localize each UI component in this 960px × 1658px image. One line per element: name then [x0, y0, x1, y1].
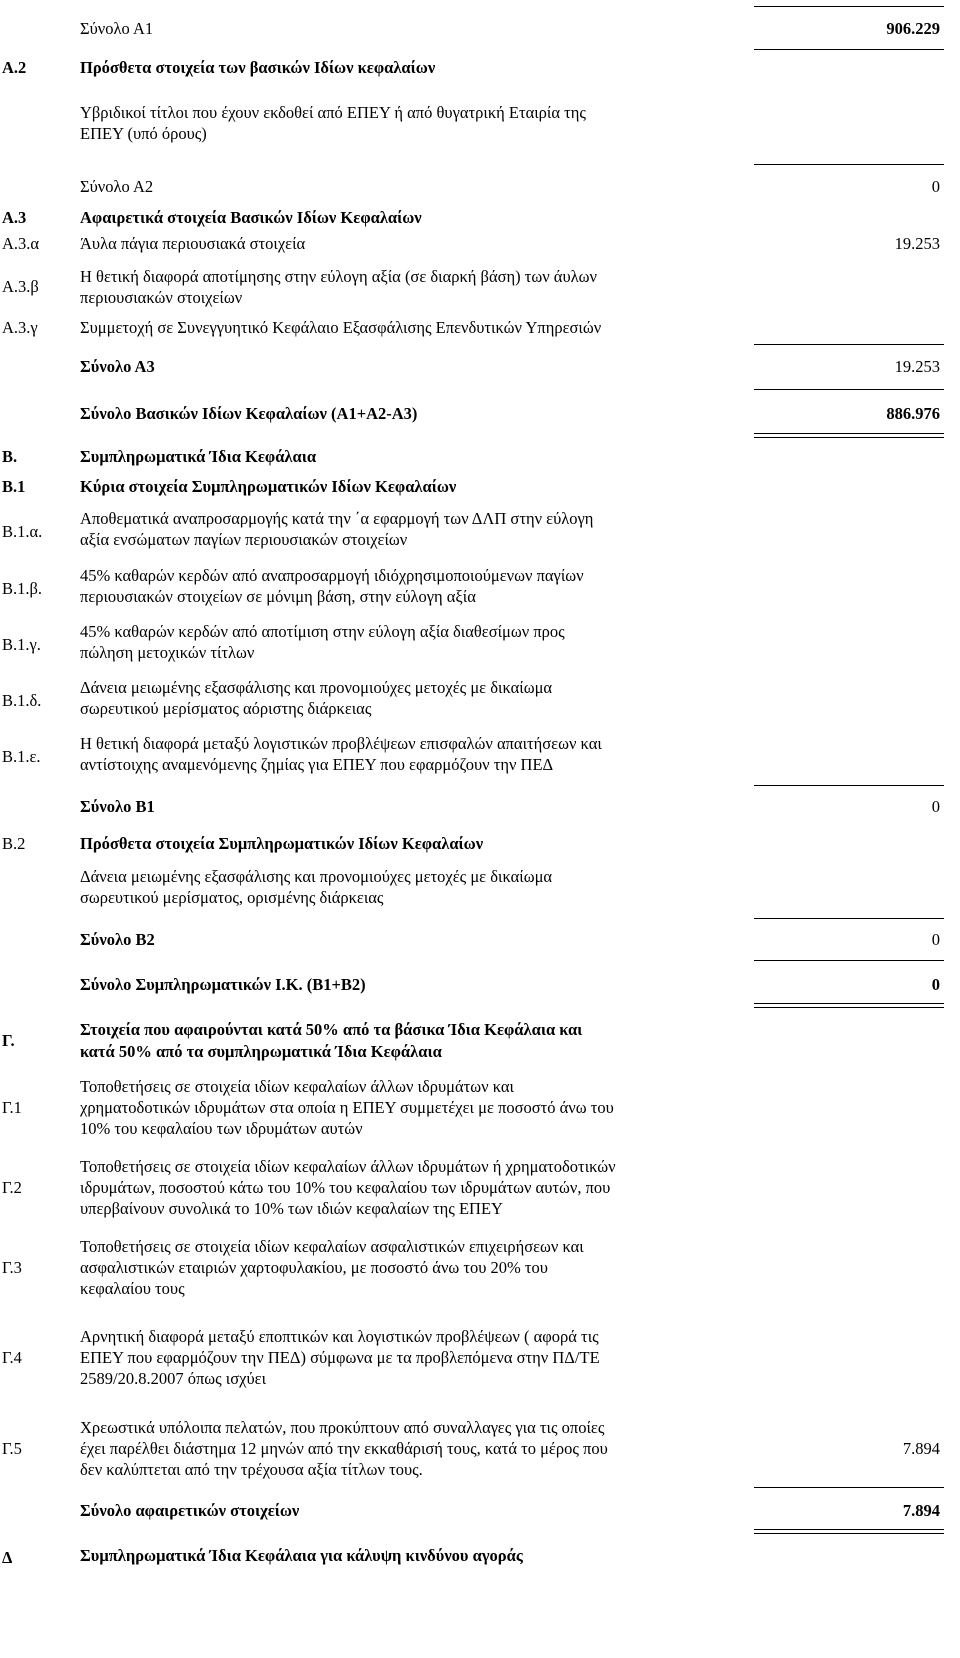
item-text: 2589/20.8.2007 όπως ισχύει	[80, 1369, 267, 1388]
section-title: Κύρια στοιχεία Συμπληρωματικών Ιδίων Κεφαλαίων	[80, 477, 457, 496]
item-text: σωρευτικού μερίσματος αόριστης διάρκειας	[80, 699, 372, 718]
section-title: Στοιχεία που αφαιρούνται κατά 50% από τα βάσικα Ίδια Κεφάλαια και	[80, 1020, 583, 1039]
item-code: Α.3.α	[2, 234, 40, 253]
b2-total-value: 0	[931, 930, 940, 949]
item-text: Τοποθετήσεις σε στοιχεία ιδίων κεφαλαίων άλλων ιδρυμάτων και	[80, 1077, 514, 1096]
item-text: ασφαλιστικών εταιριών χαρτοφυλακίου, με ποσοστό άνω του 20% του	[80, 1258, 548, 1277]
item-text: Τοποθετήσεις σε στοιχεία ιδίων κεφαλαίων ασφαλιστικών επιχειρήσεων και	[80, 1237, 584, 1256]
item-text: ΕΠΕΥ που εφαρμόζουν την ΠΕΔ) σύμφωνα με τα προβλεπόμενα στην ΠΔ/ΤΕ	[80, 1348, 600, 1367]
section-title: Πρόσθετα στοιχεία των βασικών Ιδίων κεφαλαίων	[80, 58, 436, 77]
item-text: αξία ενσώματων παγίων περιουσιακών στοιχείων	[80, 530, 408, 549]
a1-total-value: 906.229	[886, 19, 940, 38]
double-rule	[754, 1003, 944, 1008]
item-text: πώληση μετοχικών τίτλων	[80, 643, 255, 662]
double-rule	[754, 433, 944, 438]
b1-total-label: Σύνολο Β1	[80, 797, 155, 816]
item-code: Γ.4	[2, 1348, 22, 1367]
item-text: υπερβαίνουν συνολικά το 10% των ιδιών κεφαλαίων της ΕΠΕΥ	[80, 1199, 503, 1218]
item-text: Συμμετοχή σε Συνεγγυητικό Κεφάλαιο Εξασφάλισης Επενδυτικών Υπηρεσιών	[80, 318, 602, 337]
section-code: Δ	[2, 1548, 13, 1567]
item-code: Β.1.α.	[2, 522, 43, 541]
deductions-total-value: 7.894	[902, 1501, 940, 1520]
item-text: αντίστοιχης αναμενόμενης ζημίας για ΕΠΕΥ που εφαρμόζουν την ΠΕΔ	[80, 755, 554, 774]
item-text: περιουσιακών στοιχείων	[80, 288, 243, 307]
item-text: Τοποθετήσεις σε στοιχεία ιδίων κεφαλαίων άλλων ιδρυμάτων ή χρηματοδοτικών	[80, 1157, 616, 1176]
item-text: περιουσιακών στοιχείων σε μόνιμη βάση, στην εύλογη αξία	[80, 587, 476, 606]
rule	[754, 1487, 944, 1488]
item-text: 45% καθαρών κερδών από αποτίμιση στην εύλογη αξία διαθεσίμων προς	[80, 622, 565, 641]
item-text: Η θετική διαφορά μεταξύ λογιστικών προβλέψεων επισφαλών απαιτήσεων και	[80, 734, 602, 753]
rule	[754, 6, 944, 7]
rule	[754, 344, 944, 345]
supplementary-total-value: 0	[931, 975, 940, 994]
item-text: Άυλα πάγια περιουσιακά στοιχεία	[80, 234, 306, 253]
item-text: 10% του κεφαλαίου των ιδρυμάτων αυτών	[80, 1119, 363, 1138]
rule	[754, 389, 944, 390]
section-code: Β.1	[2, 477, 26, 496]
item-text: Αρνητική διαφορά μεταξύ εποπτικών και λογιστικών προβλέψεων ( αφορά τις	[80, 1327, 599, 1346]
item-value: 7.894	[902, 1439, 940, 1458]
item-text: δεν καλύπτεται από την τρέχουσα αξία τίτλων τους.	[80, 1460, 423, 1479]
section-title: Αφαιρετικά στοιχεία Βασικών Ιδίων Κεφαλαίων	[80, 208, 422, 227]
item-code: Β.1.δ.	[2, 691, 42, 710]
item-text: Χρεωστικά υπόλοιπα πελατών, που προκύπτουν από συναλλαγες για τις οποίες	[80, 1418, 605, 1437]
section-code: Γ.	[2, 1031, 15, 1050]
item-code: Γ.3	[2, 1258, 22, 1277]
b2-total-label: Σύνολο Β2	[80, 930, 155, 949]
section-code: Β.	[2, 447, 18, 466]
item-text: Αποθεματικά αναπροσαρμογής κατά την ΄α εφαρμογή των ΔΛΠ στην εύλογη	[80, 509, 594, 528]
item-code: Α.3.β	[2, 277, 39, 296]
item-code: Γ.5	[2, 1439, 22, 1458]
b1-total-value: 0	[931, 797, 940, 816]
section-code: Β.2	[2, 834, 26, 853]
double-rule	[754, 1529, 944, 1534]
item-code: Γ.1	[2, 1098, 22, 1117]
basic-total-label: Σύνολο Βασικών Ιδίων Κεφαλαίων (Α1+Α2-Α3)	[80, 404, 418, 423]
item-text: σωρευτικού μερίσματος, ορισμένης διάρκειας	[80, 888, 384, 907]
a2-total-label: Σύνολο Α2	[80, 177, 154, 196]
deductions-total-label: Σύνολο αφαιρετικών στοιχείων	[80, 1501, 300, 1520]
a2-total-value: 0	[931, 177, 940, 196]
a3-total-label: Σύνολο Α3	[80, 357, 155, 376]
item-code: Γ.2	[2, 1178, 22, 1197]
basic-total-value: 886.976	[886, 404, 940, 423]
item-text: Η θετική διαφορά αποτίμησης στην εύλογη αξία (σε διαρκή βάση) των άυλων	[80, 267, 597, 286]
item-text: ιδρυμάτων, ποσοστού κάτω του 10% του κεφαλαίου των ιδρυμάτων αυτών, που	[80, 1178, 611, 1197]
item-text: 45% καθαρών κερδών από αναπροσαρμογή ιδιόχρησιμοποιούμενων παγίων	[80, 566, 584, 585]
rule	[754, 164, 944, 165]
supplementary-total-label: Σύνολο Συμπληρωματικών Ι.Κ. (Β1+Β2)	[80, 975, 366, 994]
item-text: Δάνεια μειωμένης εξασφάλισης και προνομιούχες μετοχές με δικαίωμα	[80, 867, 553, 886]
item-text: κεφαλαίου τους	[80, 1279, 185, 1298]
rule	[754, 960, 944, 961]
item-code: Α.3.γ	[2, 318, 38, 337]
item-code: Β.1.ε.	[2, 747, 41, 766]
section-code: Α.2	[2, 58, 27, 77]
item-value: 19.253	[894, 234, 940, 253]
section-title: Πρόσθετα στοιχεία Συμπληρωματικών Ιδίων Κεφαλαίων	[80, 834, 484, 853]
section-code: Α.3	[2, 208, 27, 227]
rule	[754, 918, 944, 919]
item-text: Υβριδικοί τίτλοι που έχουν εκδοθεί από ΕΠΕΥ ή από θυγατρική Εταιρία της	[80, 103, 586, 122]
section-title: Συμπληρωματικά Ίδια Κεφάλαια	[80, 447, 317, 466]
rule	[754, 49, 944, 50]
section-title: Συμπληρωματικά Ίδια Κεφάλαια για κάλυψη κινδύνου αγοράς	[80, 1546, 523, 1565]
item-code: Β.1.β.	[2, 579, 43, 598]
item-code: Β.1.γ.	[2, 635, 41, 654]
a1-total-label: Σύνολο Α1	[80, 19, 154, 38]
a3-total-value: 19.253	[894, 357, 940, 376]
item-text: χρηματοδοτικών ιδρυμάτων στα οποία η ΕΠΕΥ συμμετέχει με ποσοστό άνω του	[80, 1098, 614, 1117]
rule	[754, 785, 944, 786]
section-title: κατά 50% από τα συμπληρωματικά Ίδια Κεφάλαια	[80, 1042, 442, 1061]
item-text: ΕΠΕΥ (υπό όρους)	[80, 124, 207, 143]
item-text: Δάνεια μειωμένης εξασφάλισης και προνομιούχες μετοχές με δικαίωμα	[80, 678, 553, 697]
item-text: έχει παρέλθει διάστημα 12 μηνών από την εκκαθάρισή τους, κατά το μέρος που	[80, 1439, 608, 1458]
